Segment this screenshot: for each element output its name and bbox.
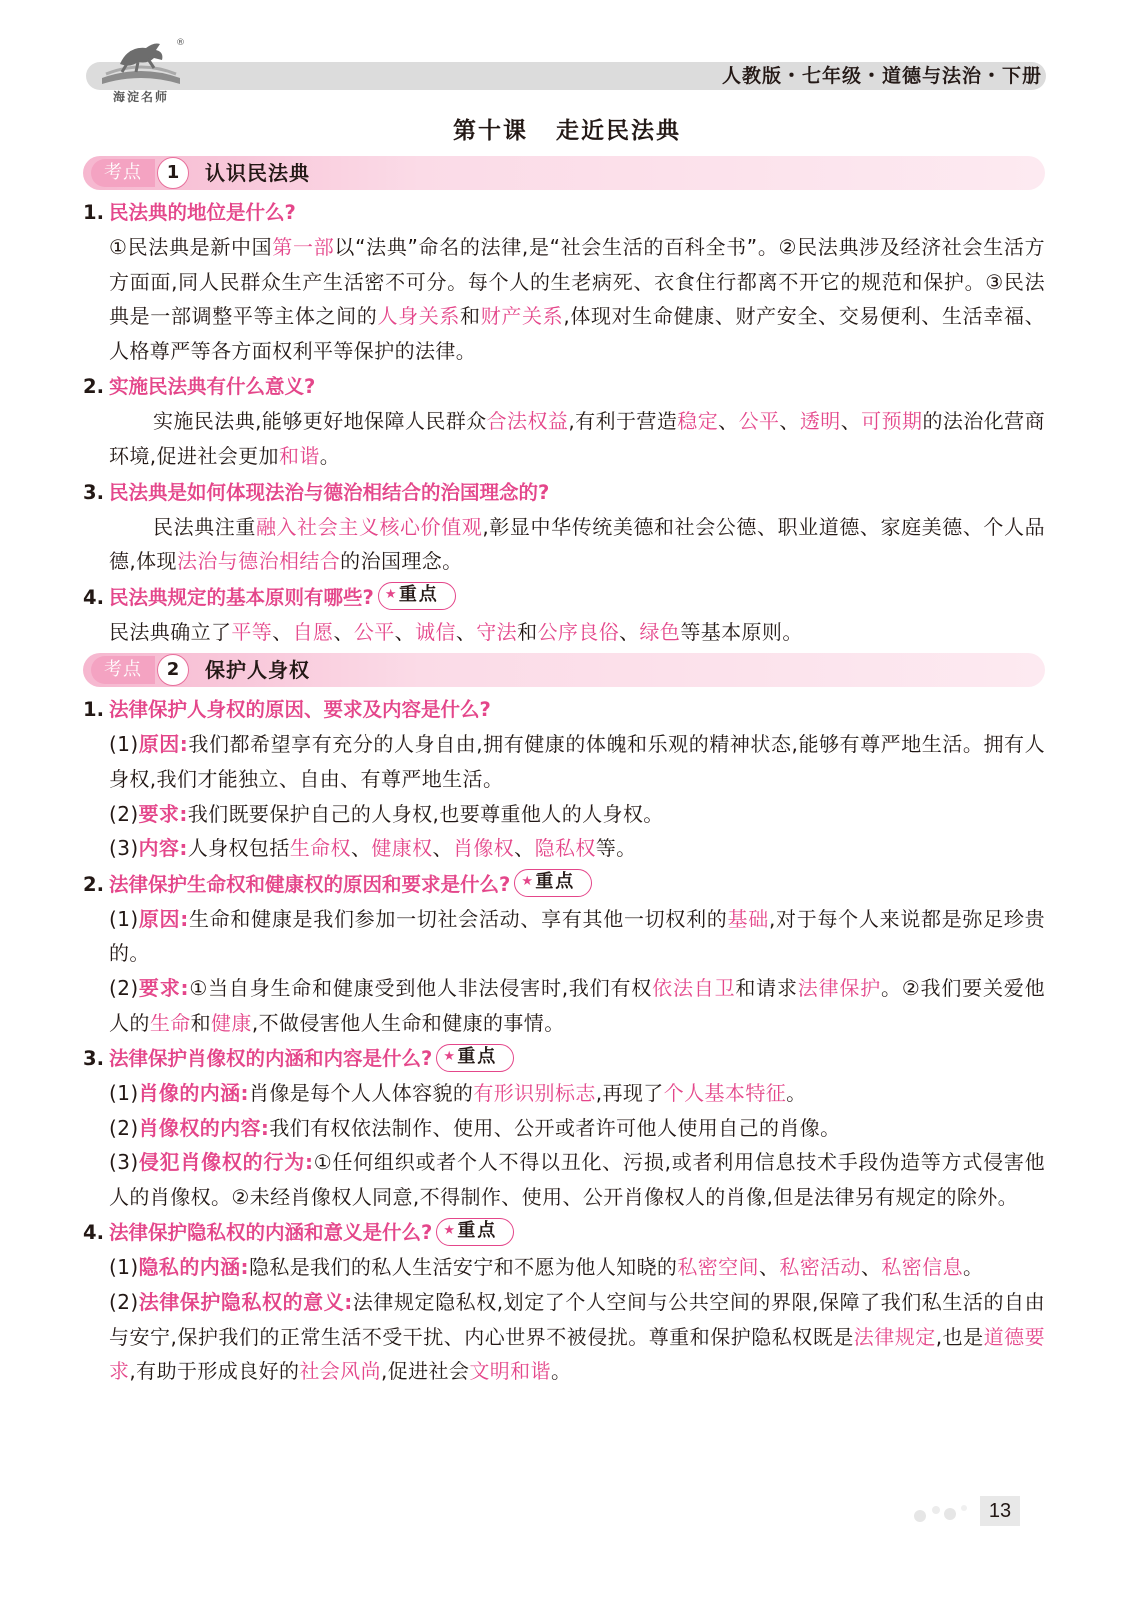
section-title: 认识民法典 <box>205 161 310 185</box>
decorative-dots-icon <box>912 1500 976 1524</box>
question-heading: 4. 法律保护隐私权的内涵和意义是什么? ★ 重点 <box>83 1216 1045 1250</box>
answer-paragraph: (3)侵犯肖像权的行为:①任何组织或者个人不得以丑化、污损,或者利用信息技术手段伪造等方式侵害他人的肖像权。②未经肖像权人同意,不得制作、使用、公开肖像权人的肖像,但是法律另有规定的除外。 <box>109 1150 1045 1209</box>
answer-paragraph: (1)原因:生命和健康是我们参加一切社会活动、享有其他一切权利的基础,对于每个人来说都是弥足珍贵的。 <box>109 906 1045 966</box>
page-number: 13 <box>980 1496 1020 1526</box>
section-title: 保护人身权 <box>205 658 310 683</box>
section-number: 2 <box>157 654 189 686</box>
horse-book-icon <box>98 34 184 90</box>
key-point-badge: ★ 重点 <box>436 1218 514 1246</box>
lesson-name: 走近民法典 <box>556 118 681 144</box>
series-title: 人教版・七年级・道德与法治・下册 <box>721 65 1042 87</box>
star-icon: ★ <box>443 1222 455 1238</box>
lesson-number: 第十课 <box>453 118 528 144</box>
section-tag: 考点 <box>91 656 155 684</box>
logo-text: 海淀名师 <box>112 90 169 104</box>
question-heading: 2. 法律保护生命权和健康权的原因和要求是什么? ★ 重点 <box>83 868 1045 902</box>
answer-paragraph: (1)隐私的内涵:隐私是我们的私人生活安宁和不愿为他人知晓的私密空间、私密活动、私密信息。 <box>109 1255 984 1280</box>
question-heading: 2. 实施民法典有什么意义? <box>83 375 316 399</box>
key-point-badge: ★ 重点 <box>378 582 456 610</box>
section-tag: 考点 <box>91 159 155 187</box>
answer-paragraph: ①民法典是新中国第一部以“法典”命名的法律,是“社会生活的百科全书”。②民法典涉及经济社会生活方方面面,同人民群众生产生活密不可分。每个人的生老病死、衣食住行都离不开它的规范和保护。③民法典是一部调整平等主体之间的人身关系和财产关系,体现对生命健康、财产安全、交易便利、生活幸福、人格尊严等各方面权利平等保护的法律。 <box>109 235 1045 363</box>
section-banner-2 <box>83 653 1045 687</box>
answer-paragraph: (2)要求:我们既要保护自己的人身权,也要尊重他人的人身权。 <box>109 801 664 826</box>
star-icon: ★ <box>384 587 397 603</box>
key-point-badge: ★ 重点 <box>436 1044 514 1072</box>
answer-paragraph: (2)肖像权的内容:我们有权依法制作、使用、公开或者许可他人使用自己的肖像。 <box>109 1115 841 1140</box>
star-icon: ★ <box>521 874 533 890</box>
main-content <box>83 156 1045 1389</box>
lesson-title <box>0 112 1134 145</box>
answer-paragraph: (1)原因:我们都希望享有充分的人身自由,拥有健康的体魄和乐观的精神状态,能够有尊严地生活。拥有人身权,我们才能独立、自由、有尊严地生活。 <box>109 732 1045 791</box>
section-number: 1 <box>157 157 189 189</box>
star-icon: ★ <box>443 1048 455 1064</box>
question-heading: 3. 法律保护肖像权的内涵和内容是什么? ★ 重点 <box>83 1042 1045 1076</box>
question-heading: 3. 民法典是如何体现法治与德治相结合的治国理念的? <box>83 480 550 504</box>
question-heading: 1. 法律保护人身权的原因、要求及内容是什么? <box>83 698 491 722</box>
answer-paragraph: (1)肖像的内涵:肖像是每个人人体容貌的有形识别标志,再现了个人基本特征。 <box>109 1081 807 1106</box>
key-point-badge: ★ 重点 <box>514 869 592 897</box>
section-banner-1 <box>83 156 1045 190</box>
publisher-logo <box>98 34 184 108</box>
answer-paragraph: 民法典确立了平等、自愿、公平、诚信、守法和公序良俗、绿色等基本原则。 <box>109 619 803 644</box>
question-heading: 4. 民法典规定的基本原则有哪些? ★ 重点 <box>83 581 1045 615</box>
answer-paragraph: (2)法律保护隐私权的意义:法律规定隐私权,划定了个人空间与公共空间的界限,保障了我们私生活的自由与安宁,保护我们的正常生活不受干扰、内心世界不被侵扰。尊重和保护隐私权既是法律规定,也是道德要求,有助于形成良好的社会风尚,促进社会文明和谐。 <box>109 1290 1046 1384</box>
answer-paragraph: 民法典注重融入社会主义核心价值观,彰显中华传统美德和社会公德、职业道德、家庭美德、个人品德,体现法治与德治相结合的治国理念。 <box>109 514 1046 574</box>
question-heading: 1. 民法典的地位是什么? <box>83 201 296 224</box>
answer-paragraph: (2)要求:①当自身生命和健康受到他人非法侵害时,我们有权依法自卫和请求法律保护。②我们要关爱他人的生命和健康,不做侵害他人生命和健康的事情。 <box>109 975 1045 1035</box>
answer-paragraph: 实施民法典,能够更好地保障人民群众合法权益,有利于营造稳定、公平、透明、可预期的法治化营商环境,促进社会更加和谐。 <box>109 409 1045 468</box>
answer-paragraph: (3)内容:人身权包括生命权、健康权、肖像权、隐私权等。 <box>109 836 637 861</box>
registered-mark: ® <box>176 38 185 48</box>
